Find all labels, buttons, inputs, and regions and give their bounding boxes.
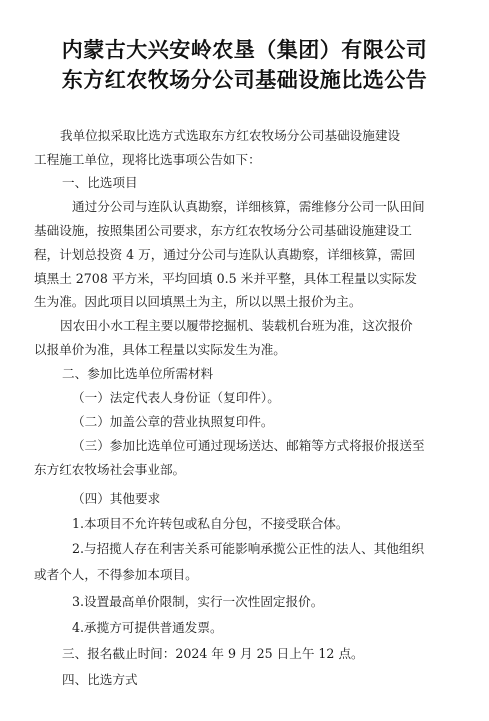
section-2-item-3-line-2: 东方红农牧场社会事业部。 [34,462,186,477]
section-1-para-1-line-4: 填黑土 2708 平方米，平均回填 0.5 米并平整，具体工程量以实际发 [34,271,417,286]
section-3-heading: 三、报名截止时间：2024 年 9 月 25 日上午 12 点。 [62,646,364,661]
section-1-heading: 一、比选项目 [62,175,138,190]
section-2-item-3-line-1: （三）参加比选单位可通过现场送达、邮箱等方式将报价报送至 [72,438,425,453]
document-title-line-2: 东方红农牧场分公司基础设施比选公告 [61,68,428,92]
section-1-para-2-line-1: 因农田小水工程主要以履带挖掘机、装载机台班为准，这次报价 [60,318,413,333]
section-2-item-2: （二）加盖公章的营业执照复印件。 [72,414,274,429]
requirement-2-line-1: 2.与招揽人存在利害关系可能影响承揽公正性的法人、其他组织 [72,541,425,556]
section-1-para-1-line-3: 程，计划总投资 4 万，通过分公司与连队认真勘察，详细核算，需回 [34,247,416,262]
section-1-para-2-line-2: 以报单价为准，具体工程量以实际发生为准。 [34,342,286,357]
section-2-item-1: （一）法定代表人身份证（复印件）。 [72,390,280,405]
section-1-para-1-line-5: 生为准。因此项目以回填黑土为主，所以以黑土报价为主。 [34,294,362,309]
requirement-2-line-2: 或者个人，不得参加本项目。 [34,567,198,582]
section-2-item-4: （四）其他要求 [72,491,161,506]
intro-line-1: 我单位拟采取比选方式选取东方红农牧场分公司基础设施建设 [60,128,401,143]
requirement-3: 3.设置最高单价限制，实行一次性固定报价。 [72,594,324,609]
section-1-para-1-line-1: 通过分公司与连队认真勘察，详细核算，需维修分公司一队田间 [72,199,425,214]
intro-line-2: 工程施工单位，现将比选事项公告如下： [34,152,261,167]
requirement-1: 1.本项目不允许转包或私自分包，不接受联合体。 [72,516,349,531]
document-title-line-1: 内蒙古大兴安岭农垦（集团）有限公司 [61,38,428,62]
section-1-para-1-line-2: 基础设施，按照集团公司要求，东方红农牧场分公司基础设施建设工 [34,223,412,238]
section-4-heading: 四、比选方式 [62,672,138,687]
section-2-heading: 二、参加比选单位所需材料 [62,366,214,381]
requirement-4: 4.承揽方可提供普通发票。 [72,620,223,635]
